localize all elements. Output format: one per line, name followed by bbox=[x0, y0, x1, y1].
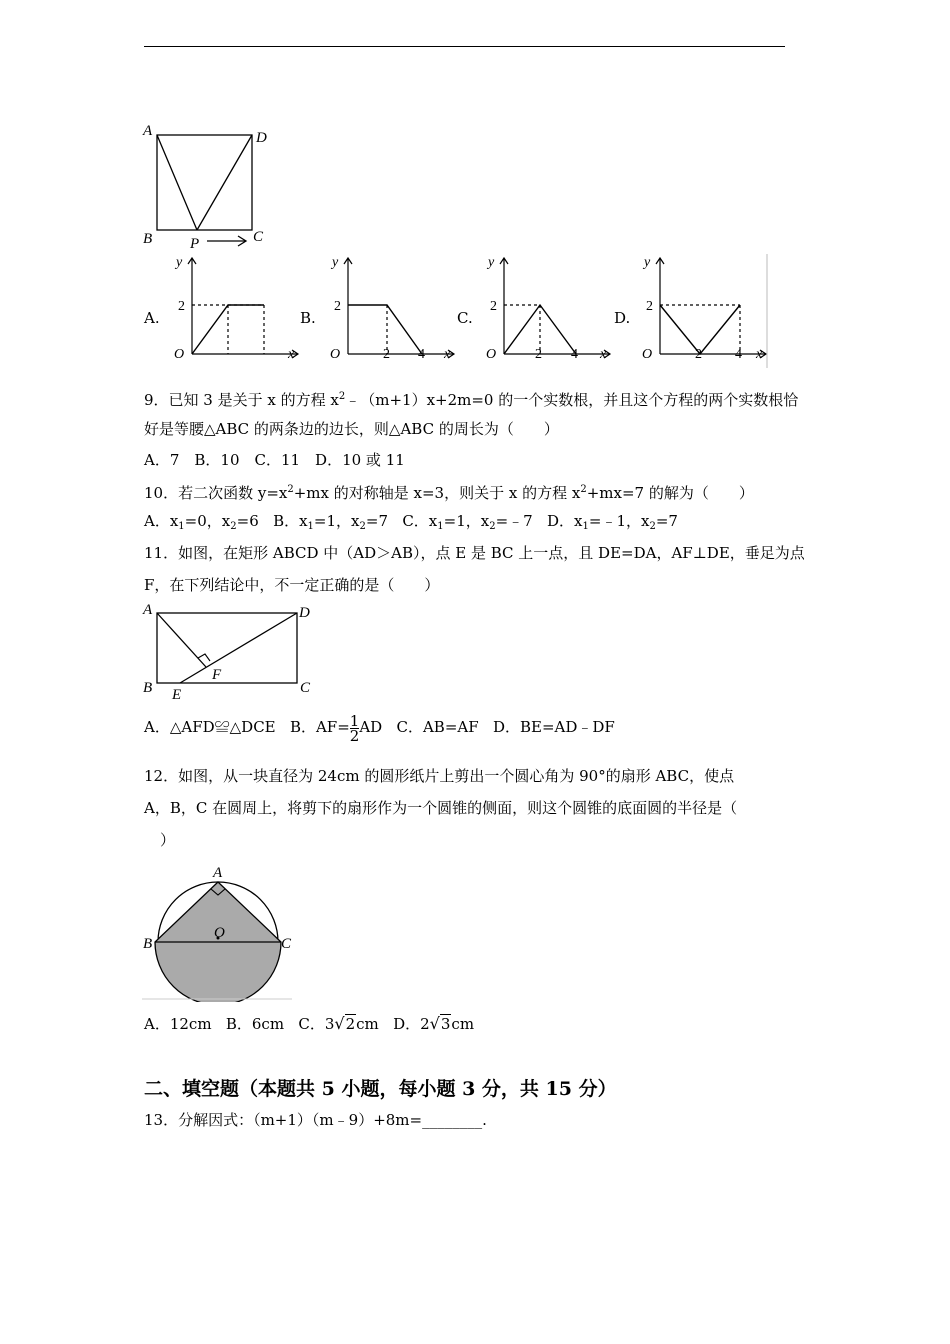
svg-text:2: 2 bbox=[334, 299, 341, 314]
q8-option-c-label: C. bbox=[457, 309, 473, 327]
q8-graph-b bbox=[322, 250, 462, 368]
svg-text:2: 2 bbox=[535, 347, 542, 362]
svg-text:y: y bbox=[332, 255, 339, 270]
q8-graph-c bbox=[478, 250, 618, 368]
svg-text:2: 2 bbox=[646, 299, 653, 314]
q13-stem: 13．分解因式：（m+1）（m﹣9）+8m=________. bbox=[144, 1111, 487, 1129]
header-rule bbox=[144, 46, 785, 47]
svg-text:2: 2 bbox=[695, 347, 702, 362]
svg-text:2: 2 bbox=[178, 299, 185, 314]
label-b: B bbox=[143, 680, 153, 696]
q12-stem-line3: ） bbox=[160, 831, 176, 849]
label-d: D bbox=[256, 130, 267, 146]
rectangle-abcd bbox=[157, 613, 297, 683]
svg-text:y: y bbox=[176, 255, 183, 270]
q12-options: A．12cm B．6cm C．3√2cm D．2√3cm bbox=[144, 1014, 475, 1033]
label-b: B bbox=[143, 936, 153, 952]
q8-graph-a bbox=[166, 250, 306, 368]
q10-options: A．$x_1=0$，$x_2=6$ B．$x_1=1$，$x_2=7$ C．$x_1=1$，$x_2=﹣7$ D．$x_1=﹣1$，$x_2=7$ bbox=[144, 512, 678, 532]
q9-stem-line1: 9．已知 3 是关于 x 的方程 $x^2﹣(m+1)x+2m=0$ 的一个实数根，并且这个方程的两个实数根恰 bbox=[144, 391, 799, 409]
q9-options: A．7 B．10 C．11 D．10 或 11 bbox=[144, 451, 405, 469]
label-f: F bbox=[212, 667, 222, 683]
q8-option-b-label: B. bbox=[300, 309, 316, 327]
svg-text:x: x bbox=[600, 347, 607, 362]
label-b: B bbox=[143, 231, 153, 247]
q12-stem-line1: 12．如图，从一块直径为 24cm 的圆形纸片上剪出一个圆心角为 90°的扇形 ABC，使点 bbox=[144, 767, 735, 785]
svg-text:x: x bbox=[756, 347, 763, 362]
q12-circle-sector-figure bbox=[140, 860, 300, 1002]
svg-text:4: 4 bbox=[418, 347, 425, 362]
svg-text:4: 4 bbox=[735, 347, 742, 362]
svg-text:O: O bbox=[486, 347, 497, 362]
segment-dp bbox=[197, 135, 252, 230]
svg-text:O: O bbox=[330, 347, 341, 362]
q11-options: A．△AFD≌△DCE B．AF= $\frac{1}{2}$ AD C．AB=AF D．BE=AD﹣DF bbox=[144, 711, 615, 745]
q8-option-a-label: A. bbox=[144, 309, 160, 327]
svg-text:O: O bbox=[174, 347, 185, 362]
svg-text:2: 2 bbox=[383, 347, 390, 362]
label-c: C bbox=[253, 229, 264, 245]
label-e: E bbox=[172, 687, 182, 702]
q8-square-figure bbox=[140, 118, 280, 253]
label-a: A bbox=[213, 865, 223, 881]
svg-text:y: y bbox=[488, 255, 495, 270]
label-a: A bbox=[143, 123, 153, 139]
segment-de bbox=[180, 613, 297, 683]
segment-ap bbox=[157, 135, 197, 230]
q12-stem-line2: A，B，C 在圆周上，将剪下的扇形作为一个圆锥的侧面，则这个圆锥的底面圆的半径是（ bbox=[144, 799, 738, 817]
svg-text:y: y bbox=[644, 255, 651, 270]
q11-stem-line1: 11．如图，在矩形 ABCD 中（AD＞AB），点 E 是 BC 上一点，且 DE=DA，AF⊥DE，垂足为点 bbox=[144, 544, 805, 562]
label-c: C bbox=[281, 936, 292, 952]
fraction-one-half: $\frac{1}{2}$ bbox=[349, 711, 360, 745]
q9-stem-line2: 好是等腰△ABC 的两条边的边长，则△ABC 的周长为（ ） bbox=[144, 420, 559, 438]
label-p: P bbox=[190, 236, 200, 252]
q10-stem: 10．若二次函数 $y=x^2+mx$ 的对称轴是 x=3，则关于 x 的方程 $x^2+mx=7$ 的解为（ ） bbox=[144, 484, 754, 502]
label-a: A bbox=[143, 602, 153, 618]
q8-graph-d bbox=[634, 250, 774, 368]
label-c: C bbox=[300, 680, 311, 696]
svg-text:4: 4 bbox=[571, 347, 578, 362]
section-heading: 二、填空题（本题共 5 小题，每小题 3 分，共 15 分） bbox=[144, 1078, 617, 1100]
q11-stem-line2: F，在下列结论中，不一定正确的是（ ） bbox=[144, 576, 440, 594]
svg-text:O: O bbox=[642, 347, 653, 362]
segment-af bbox=[157, 613, 206, 667]
svg-text:x: x bbox=[444, 347, 451, 362]
q8-option-d-label: D. bbox=[614, 309, 631, 327]
svg-text:x: x bbox=[288, 347, 295, 362]
q11-rectangle-figure bbox=[140, 600, 320, 702]
svg-text:2: 2 bbox=[490, 299, 497, 314]
label-o: O bbox=[214, 925, 225, 941]
label-d: D bbox=[299, 605, 310, 621]
